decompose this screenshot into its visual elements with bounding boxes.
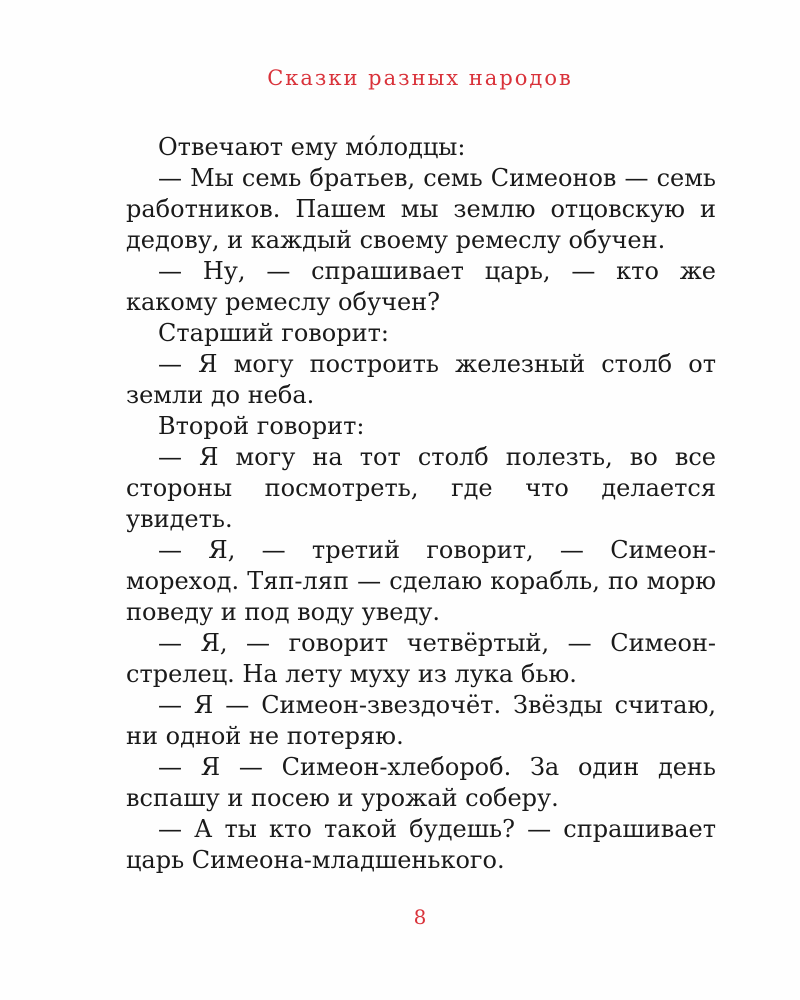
paragraph: Старший говорит: [158,319,389,347]
paragraph: — Я — Симеон-звездочёт. Звёзды считаю, ни одной не потеряю. [126,691,716,750]
page-number: 8 [413,905,427,929]
paragraph: — Я — Симеон-хлебороб. За один день вспашу и посею и урожай соберу. [126,753,716,812]
paragraph: — Я могу на тот столб полезть, во все стороны посмотреть, где что делается увидеть. [126,443,716,533]
page-body-text [126,132,716,876]
paragraph: — Ну, — спрашивает царь, — кто же какому ремеслу обучен? [126,257,716,316]
paragraph: — Мы семь братьев, семь Симеонов — семь работников. Пашем мы землю отцовскую и дедову, и каждый своему ремеслу обучен. [126,164,716,254]
paragraph: — Я, — третий говорит, — Симеон-мореход. Тяп-ляп — сделаю корабль, по морю поведу и под воду уведу. [126,536,716,626]
running-title: Сказки разных народов [267,66,573,90]
paragraph: Второй говорит: [158,412,365,440]
paragraph: — А ты кто такой будешь? — спрашивает царь Симеона-младшенького. [126,815,716,874]
paragraph: Отвечают ему мо́лодцы: [158,133,466,161]
paragraph: — Я могу построить железный столб от земли до неба. [126,350,716,409]
paragraph: — Я, — говорит четвёртый, — Симеон-стрелец. На лету муху из лука бью. [126,629,716,688]
